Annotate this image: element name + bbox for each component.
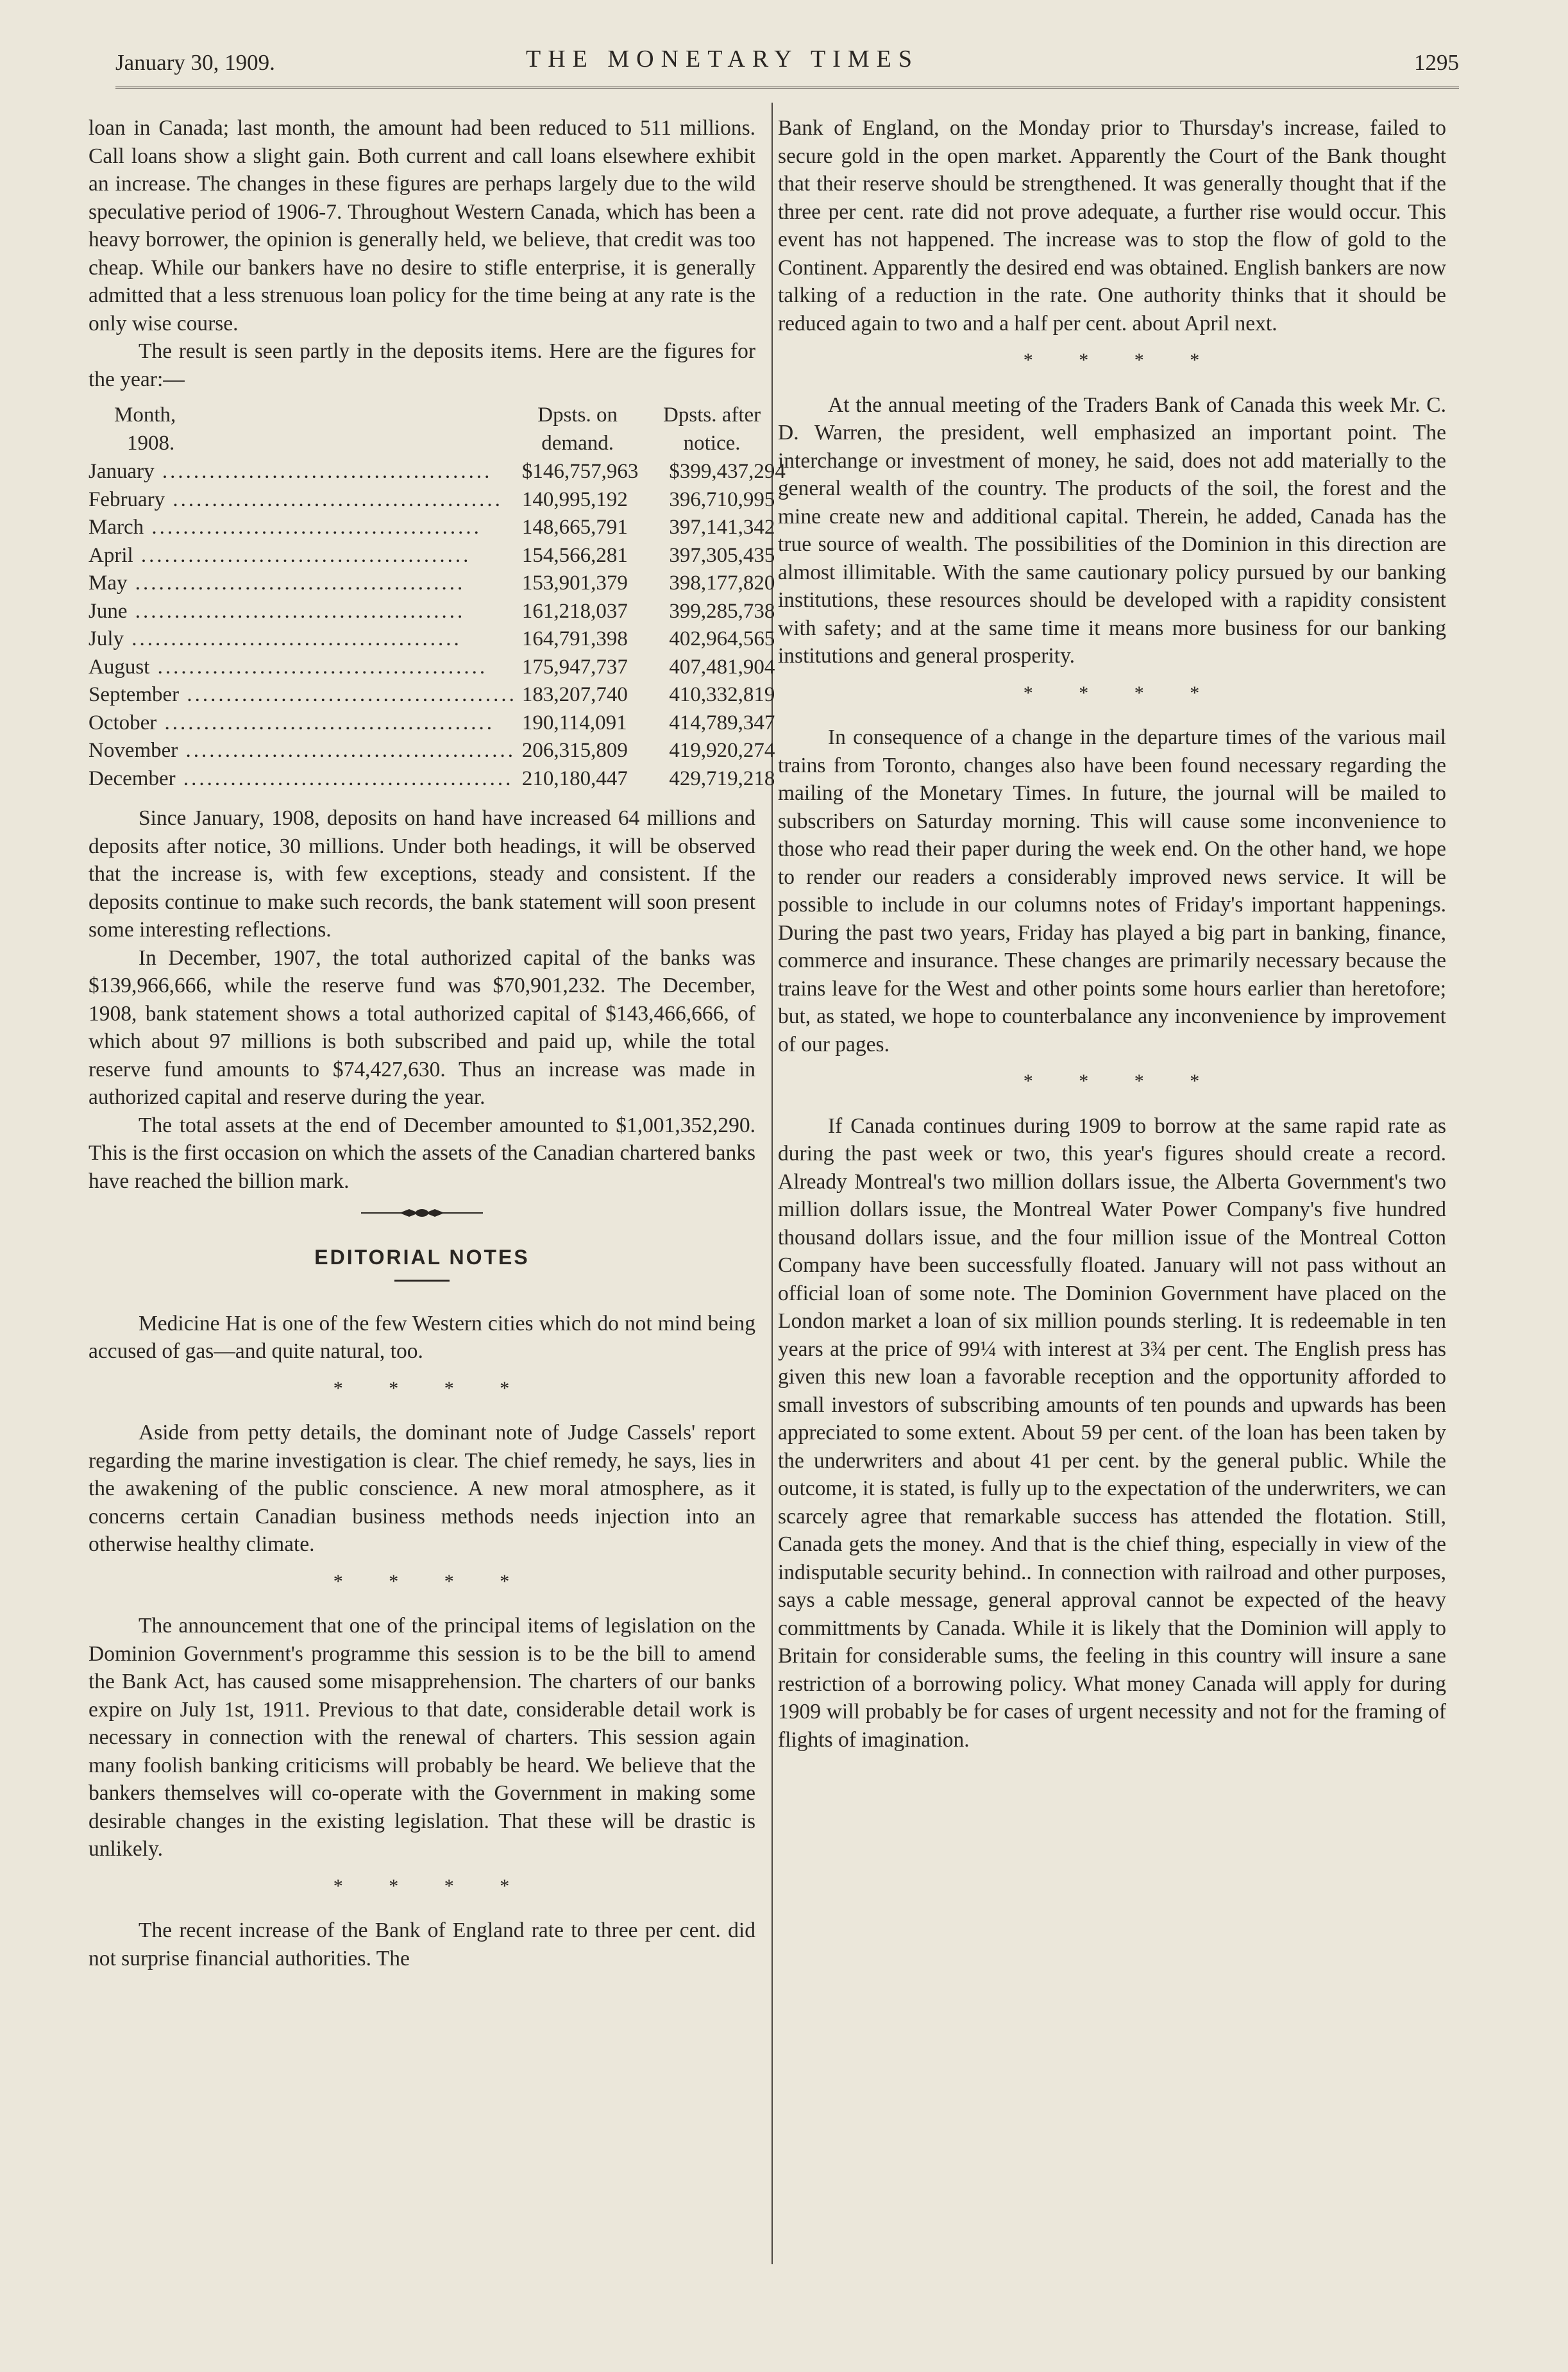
month-cell: May .......................................... xyxy=(89,572,466,595)
notice-deposit-cell: 397,305,435 xyxy=(669,543,775,567)
month-cell: January .......................................... xyxy=(89,460,493,483)
column-header-month: Month, 1908. xyxy=(114,403,176,455)
paragraph-medicine-hat: Medicine Hat is one of the few Western cities which do not mind being accused of gas—and quite natural, too. xyxy=(89,1311,755,1363)
month-cell: September .......................................... xyxy=(89,683,517,706)
notice-deposit-cell: 414,789,347 xyxy=(669,711,775,734)
month-cell: July .......................................... xyxy=(89,627,462,650)
notice-deposit-cell: 407,481,904 xyxy=(669,655,775,679)
notice-deposit-cell: 402,964,565 xyxy=(669,627,775,650)
paragraph-bank-of-england-cont: Bank of England, on the Monday prior to Thursday's increase, failed to secure gold in the open market. Apparently the Court of the Bank thought that their reserve should be strengthened. It was generally thought that if the three per cent. rate did not prove adequate, a further rise would occur. This event has not happened. The increase was to stop the flow of gold to the Continent. Apparently the desired end was obtained. English bankers are now talking of a reduction in the rate. One authority thinks that it should be reduced again to two and a half per cent. about April next. xyxy=(778,116,1446,335)
header-rule xyxy=(115,87,1459,89)
paragraph-loans: loan in Canada; last month, the amount had been reduced to 511 millions. Call loans show a slight gain. Both current and call loans elsewhere exhibit an increase. The changes in these figures are perhaps largely due to the wild speculative period of 1906-7. Throughout Western Canada, which has been a heavy borrower, the opinion is generally held, we believe, that credit was too cheap. While our bankers have no desire to stifle enterprise, it is generally admitted that a less strenuous loan policy for the time being at any rate is the only wise course. xyxy=(89,116,755,335)
section-separator: * * * * xyxy=(333,1875,530,1897)
table-row xyxy=(89,625,786,654)
demand-deposit-cell: 164,791,398 xyxy=(521,627,628,650)
issue-date: January 30, 1909. xyxy=(115,50,275,75)
deposits-table xyxy=(89,401,786,793)
table-row xyxy=(89,765,786,793)
table-row xyxy=(89,458,786,486)
page-number: 1295 xyxy=(1414,50,1459,75)
month-cell: March .......................................... xyxy=(89,516,482,539)
demand-deposit-cell: 210,180,447 xyxy=(521,767,628,790)
paragraph-mail-trains: In consequence of a change in the departure times of the various mail trains from Toronto, changes also have been found necessary regarding the mailing of the Monetary Times. In future, the journal will be mailed to subscribers on Saturday morning. This will cause some inconvenience to those who read their paper during the week end. On the other hand, we hope to render our readers a considerably improved news service. It will be possible to include in our columns notes of Friday's important happenings. During the past two years, Friday has played a big part in banking, finance, commerce and insurance. These changes are primarily necessary because the trains leave for the West and other points some hours earlier than heretofore; but, as stated, we hope to counterbalance any inconvenience by improvement of our pages. xyxy=(778,725,1446,1056)
demand-deposit-cell: 183,207,740 xyxy=(521,683,628,706)
paragraph-capital: In December, 1907, the total authorized capital of the banks was $139,966,666, while the reserve fund was $70,901,232. The December, 1908, bank statement shows a total authorized capital of $143,466,666, of which about 97 millions is both subscribed and paid up, while the total reserve fund amounts to $74,427,630. Thus an increase was made in authorized capital and reserve during the year. xyxy=(89,945,755,1109)
demand-deposit-cell: 148,665,791 xyxy=(521,516,628,539)
notice-deposit-cell: $399,437,294 xyxy=(669,460,786,483)
notice-deposit-cell: 398,177,820 xyxy=(669,572,775,595)
table-row xyxy=(89,514,786,542)
paragraph-assets: The total assets at the end of December amounted to $1,001,352,290. This is the first occasion on which the assets of the Canadian chartered banks have reached the billion mark. xyxy=(89,1113,755,1193)
demand-deposit-cell: 140,995,192 xyxy=(521,487,628,511)
notice-deposit-cell: 410,332,819 xyxy=(669,683,775,706)
demand-deposit-cell: 190,114,091 xyxy=(521,711,627,734)
month-cell: October .......................................... xyxy=(89,711,495,734)
heading-rule xyxy=(394,1280,450,1282)
editorial-notes-heading: EDITORIAL NOTES xyxy=(314,1246,530,1269)
section-separator: * * * * xyxy=(1023,1071,1220,1092)
table-row xyxy=(89,654,786,682)
paragraph-canada-borrowing: If Canada continues during 1909 to borrow at the same rapid rate as during the past week or two, this year's figures should create a record. Already Montreal's two million dollars issue, the Alberta Government's two million dollars issue, the Montreal Water Power Company's five hundred thousand dollars issue, and the four million issue of the Montreal Cotton Company have been successfully floated. January will not pass without an official loan of some note. The Dominion Government have placed on the London market a loan of six million pounds sterling. It is redeemable in ten years at the price of 99¼ with interest at 3¾ per cent. The English press has given this new loan a favorable reception and the opportunity afforded to small investors of subscribing amounts of ten pounds and upwards has been appreciated to some extent. About 59 per cent. of the loan has been taken by the underwriters and about 41 per cent. by the general public. While the outcome, it is stated, is fully up to the expectation of the underwriters, we can scarcely agree that remarkable success has attended the flotation. Still, Canada gets the money. And that is the chief thing, especially in view of the indisputable security behind.. In connection with railroad and other purposes, says a cable message, general approval cannot be expected of the heavy committments by Canada. While it is likely that the Dominion will apply to Britain for considerable sums, the feeling in this country will insure a sane restriction of a borrowing policy. What money Canada will apply for during 1909 will probably be for cases of urgent necessity and not for the framing of flights of imagination. xyxy=(778,1114,1446,1752)
demand-deposit-cell: $146,757,963 xyxy=(521,460,639,483)
table-row xyxy=(89,709,786,738)
table-row xyxy=(89,737,786,765)
table-row xyxy=(89,486,786,514)
demand-deposit-cell: 161,218,037 xyxy=(521,599,628,623)
demand-deposit-cell: 175,947,737 xyxy=(521,655,628,679)
notice-deposit-cell: 429,719,218 xyxy=(669,767,775,790)
left-column xyxy=(89,114,786,1972)
page-header xyxy=(115,45,1459,83)
notice-deposit-cell: 397,141,342 xyxy=(669,516,775,539)
month-cell: November .......................................... xyxy=(89,739,516,762)
demand-deposit-cell: 206,315,809 xyxy=(521,739,628,762)
column-header-notice: Dpsts. after notice. xyxy=(663,403,761,455)
section-separator: * * * * xyxy=(1023,682,1220,704)
paragraph-deposits-intro: The result is seen partly in the deposits items. Here are the figures for the year:— xyxy=(89,339,755,391)
table-row xyxy=(89,598,786,626)
paragraph-bank-act: The announcement that one of the principal items of legislation on the Dominion Government's programme this session is to be the bill to amend the Bank Act, has caused some misapprehension. The charters of our banks expire on July 1st, 1911. Previous to that date, considerable detail work is necessary in connection with the renewal of charters. This session again many foolish banking criticisms will probably be heard. We believe that the bankers themselves will co-operate with the Government in making some desirable changes in the existing legislation. That these will be drastic is unlikely. xyxy=(89,1614,755,1861)
journal-title: THE MONETARY TIMES xyxy=(526,46,919,72)
paragraph-deposit-increase: Since January, 1908, deposits on hand have increased 64 millions and deposits after notice, 30 millions. Under both headings, it will be observed that the increase is, with few exceptions, steady and consistent. If the deposits continue to make such records, the bank statement will soon present some interesting reflections. xyxy=(89,806,755,942)
section-separator: * * * * xyxy=(333,1570,530,1592)
paragraph-traders-bank: At the annual meeting of the Traders Bank of Canada this week Mr. C. D. Warren, the president, well emphasized an important point. The interchange or investment of money, he said, does not add materially to the general wealth of the country. The products of the soil, the forest and the mine create new and additional capital. Therein, he added, Canada has the true source of wealth. The possibilities of the Dominion in this direction are almost illimitable. With the same cautionary policy pursued by our banking institutions, these resources should be developed with a rapidity consistent with safety; and at the same time it means more business for our banking institutions and general prosperity. xyxy=(778,393,1446,668)
section-separator: * * * * xyxy=(1023,350,1220,371)
table-row xyxy=(89,681,786,709)
paragraph-marine-investigation: Aside from petty details, the dominant note of Judge Cassels' report regarding the marine investigation is clear. The chief remedy, he says, lies in the awakening of the public conscience. A new moral atmosphere, as it concerns certain Canadian business methods needs injection into an otherwise healthy climate. xyxy=(89,1421,755,1556)
right-column xyxy=(778,114,1446,1754)
table-row xyxy=(89,542,786,570)
demand-deposit-cell: 154,566,281 xyxy=(521,543,628,567)
notice-deposit-cell: 399,285,738 xyxy=(669,599,775,623)
notice-deposit-cell: 419,920,274 xyxy=(669,739,775,762)
column-header-demand: Dpsts. on demand. xyxy=(537,403,618,455)
section-separator: * * * * xyxy=(333,1377,530,1399)
notice-deposit-cell: 396,710,995 xyxy=(669,487,775,511)
month-cell: February .......................................... xyxy=(89,487,503,511)
month-cell: December .......................................... xyxy=(89,767,514,790)
month-cell: June .......................................... xyxy=(89,599,466,623)
ornament-divider xyxy=(361,1207,483,1219)
month-cell: April .......................................... xyxy=(89,543,471,567)
paragraph-bank-of-england: The recent increase of the Bank of England rate to three per cent. did not surprise financial authorities. The xyxy=(89,1919,755,1970)
demand-deposit-cell: 153,901,379 xyxy=(521,572,628,595)
table-row xyxy=(89,570,786,598)
table-header-row xyxy=(89,401,786,458)
month-cell: August .......................................... xyxy=(89,655,488,679)
